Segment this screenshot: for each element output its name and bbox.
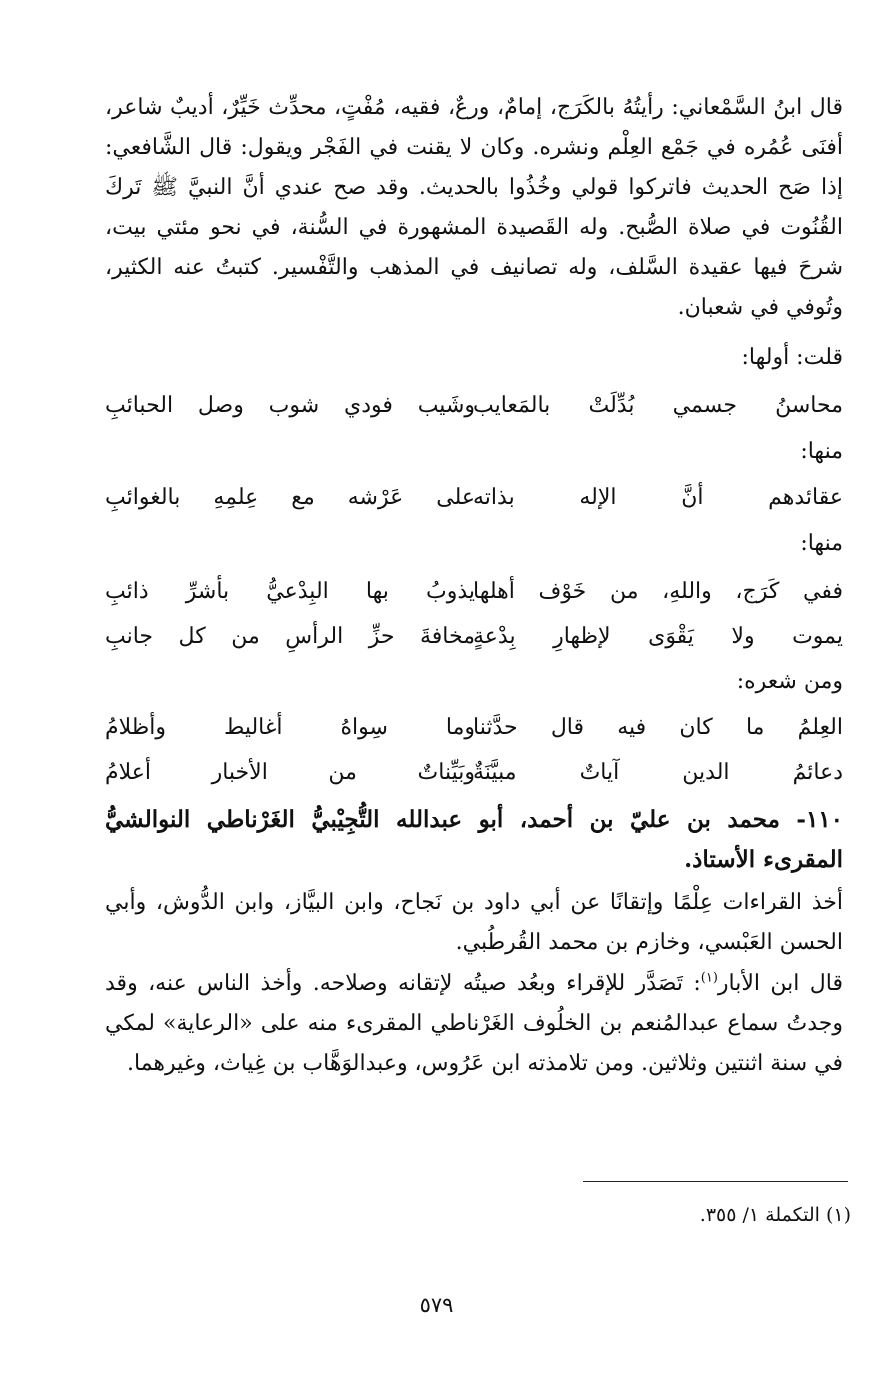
verse-second-hemistich: وشَيب فودي شوب وصل الحبائبِ [105, 393, 475, 418]
footnote-separator [583, 1181, 848, 1182]
verse-first-hemistich: ففي كَرَج، واللهِ، من خَوْف أهلها [473, 579, 843, 604]
verse-first-hemistich: يموت ولا يَقْوَى لإظهارِ بِدْعةٍ [473, 624, 843, 649]
verse-line [105, 478, 843, 518]
entry-heading: ١١٠- محمد بن عليّ بن أحمد، أبو عبدالله التُّجِيْبيُّ الغَرْناطي النوالشيُّ المقرىء الأستاذ. [105, 806, 843, 873]
verse-second-hemistich: مخافةَ حزِّ الرأسِ من كل جانبِ [105, 624, 475, 649]
qultu-line: قلت: أولها: [741, 345, 843, 370]
paragraph-ibn-al-abbar [105, 964, 843, 1084]
footnote: (١) التكملة ١/ ٣٥٥. [699, 1204, 851, 1226]
footnote-reference[interactable]: (١) [700, 970, 718, 986]
verse-line [105, 753, 843, 793]
paragraph-ibn-samani: قال ابنُ السَّمْعاني: رأيتُهُ بالكَرَج، إمامٌ، ورعٌ، فقيه، مُفْتٍ، محدِّث خَيِّرٌ، أديبٌ شاعر، أفنَى عُمُره في جَمْع العِلْم ونشره. وكان لا يقنت في الفَجْر ويقول: قال الشَّافعي: إذا صَح الحديث فاتركوا قولي وخُذُوا بالحديث. وقد صح عندي أنَّ النبيَّ ﷺ تَركَ القُنُوت في صلاة الصُّبح. وله القَصيدة المشهورة في السُّنة، في نحو مئتي بيت، شرحَ فيها عقيدة السَّلف، وله تصانيف في المذهب والتَّفْسير. كتبتُ عنه الكثير، وتُوفي في شعبان. [105, 95, 843, 320]
verse-first-hemistich: عقائدهم أنَّ الإله بذاته [473, 485, 843, 510]
verse-second-hemistich: وبَيِّناتٌ من الأخبار أعلامُ [105, 760, 475, 785]
entry-body-paragraph: أخذ القراءات عِلْمًا وإتقانًا عن أبي داود بن نَجاح، وابن البيَّاز، وابن الدُّوش، وأبي الحسن العَبْسي، وخازم بن محمد القُرطُبي. [105, 890, 843, 955]
verse-line [105, 572, 843, 612]
paragraph-prefix: قال ابن الأبار [717, 971, 843, 996]
verse-line [105, 386, 843, 426]
verse-second-hemistich: وما سِواهُ أغاليط وأظلامُ [105, 715, 475, 740]
paragraph-rest: : تَصَدَّر للإقراء وبعُد صيتُه لإتقانه وصلاحه. وأخذ الناس عنه، وقد وجدتُ سماع عبدالمُنعم بن الخلُوف الغَرْناطي المقرىء منه على «الرعاية» لمكي في سنة اثنتين وثلاثين. ومن تلامذته ابن عَرُوس، وعبدالوَهَّاب بن غِياث، وغيرهما. [105, 971, 843, 1076]
verse-second-hemistich: على عَرْشه مع عِلمِهِ بالغوائبِ [105, 485, 475, 510]
verse-line [105, 617, 843, 657]
verse-line [105, 708, 843, 748]
page-number: ٥٧٩ [419, 1293, 454, 1317]
verse-first-hemistich: محاسنُ جسمي بُدِّلَتْ بالمَعايب [473, 393, 843, 418]
min-shiirih-line: ومن شعره: [736, 669, 843, 694]
verse-first-hemistich: العِلمُ ما كان فيه قال حدَّثنا [473, 715, 843, 740]
verse-first-hemistich: دعائمُ الدين آياتٌ مبيَّنَةٌ [473, 760, 843, 785]
verse-second-hemistich: يذوبُ بها البِدْعيُّ بأشرِّ ذائبِ [105, 579, 475, 604]
minha-line: منها: [800, 531, 843, 556]
minha-line: منها: [800, 439, 843, 464]
